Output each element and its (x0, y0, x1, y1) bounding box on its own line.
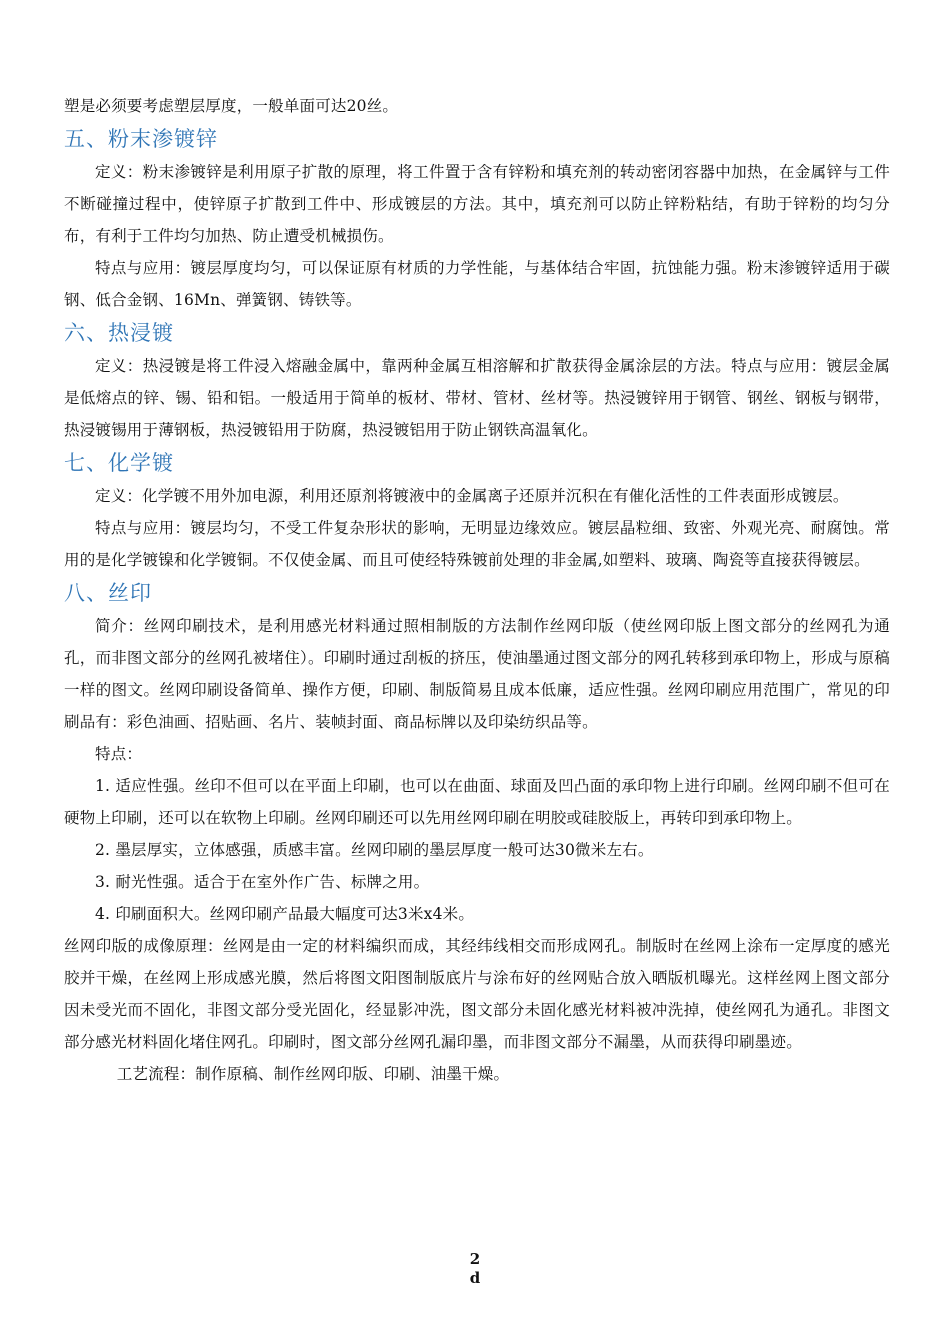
paragraph-process-flow: 工艺流程：制作原稿、制作丝网印版、印刷、油墨干燥。 (116, 1065, 510, 1083)
section-heading-chemical-plating: 七、化学镀 (64, 451, 174, 475)
list-item: 2. 墨层厚实，立体感强，质感丰富。丝网印刷的墨层厚度一般可达30微米左右。 (95, 841, 654, 859)
paragraph-screen-features-label: 特点： (95, 745, 143, 763)
page-footer (0, 1250, 950, 1288)
section-heading-hot-dip: 六、热浸镀 (64, 321, 174, 345)
list-item: 1. 适应性强。丝印不但可以在平面上印刷，也可以在曲面、球面及凹凸面的承印物上进行印刷。丝网印刷不但可在硬物上印刷，还可以在软物上印刷。丝网印刷还可以先用丝网印刷在明胶或硅胶版上，再转印到承印物上。 (64, 777, 890, 827)
paragraph-screen-intro: 简介：丝网印刷技术，是利用感光材料通过照相制版的方法制作丝网印版（使丝网印版上图文部分的丝网孔为通孔，而非图文部分的丝网孔被堵住）。印刷时通过刮板的挤压，使油墨通过图文部分的网孔转移到承印物上，形成与原稿一样的图文。丝网印刷设备简单、操作方便，印刷、制版简易且成本低廉，适应性强。丝网印刷应用范围广，常见的印刷品有：彩色油画、招贴画、名片、装帧封面、商品标牌以及印染纺织品等。 (64, 617, 890, 731)
section-heading-screen-printing: 八、丝印 (64, 581, 152, 605)
document-body (64, 90, 890, 1090)
paragraph-imaging-principle: 丝网印版的成像原理：丝网是由一定的材料编织而成，其经纬线相交而形成网孔。制版时在丝网上涂布一定厚度的感光胶并干燥，在丝网上形成感光膜，然后将图文阳图制版底片与涂布好的丝网贴合放入晒版机曝光。这样丝网上图文部分因未受光而不固化，非图文部分受光固化，经显影冲洗，图文部分未固化感光材料被冲洗掉，使丝网孔为通孔。非图文部分感光材料固化堵住网孔。印刷时，图文部分丝网孔漏印墨，而非图文部分不漏墨，从而获得印刷墨迹。 (64, 937, 890, 1051)
section-heading-powder-zinc: 五、粉末渗镀锌 (64, 127, 218, 151)
list-item: 4. 印刷面积大。丝网印刷产品最大幅度可达3米x4米。 (95, 905, 475, 923)
paragraph-powder-zinc-definition: 定义：粉末渗镀锌是利用原子扩散的原理，将工件置于含有锌粉和填充剂的转动密闭容器中加热，在金属锌与工件不断碰撞过程中，使锌原子扩散到工件中、形成镀层的方法。其中，填充剂可以防止锌粉粘结，有助于锌粉的均匀分布，有利于工件均匀加热、防止遭受机械损伤。 (64, 163, 890, 245)
list-item: 3. 耐光性强。适合于在室外作广告、标牌之用。 (95, 873, 430, 891)
page-number: 2 (469, 1250, 481, 1268)
paragraph-chemical-definition: 定义：化学镀不用外加电源，利用还原剂将镀液中的金属离子还原并沉积在有催化活性的工件表面形成镀层。 (95, 487, 849, 505)
footer-mark: d (469, 1269, 481, 1287)
intro-line: 塑是必须要考虑塑层厚度，一般单面可达20丝。 (64, 97, 399, 115)
paragraph-chemical-features: 特点与应用：镀层均匀，不受工件复杂形状的影响，无明显边缘效应。镀层晶粒细、致密、外观光亮、耐腐蚀。常用的是化学镀镍和化学镀铜。不仅使金属、而且可使经特殊镀前处理的非金属,如塑料、玻璃、陶瓷等直接获得镀层。 (64, 519, 890, 569)
paragraph-hot-dip-definition: 定义：热浸镀是将工件浸入熔融金属中，靠两种金属互相溶解和扩散获得金属涂层的方法。特点与应用：镀层金属是低熔点的锌、锡、铅和铝。一般适用于简单的板材、带材、管材、丝材等。热浸镀锌用于钢管、钢丝、钢板与钢带，热浸镀锡用于薄钢板，热浸镀铅用于防腐，热浸镀铝用于防止钢铁高温氧化。 (64, 357, 890, 439)
paragraph-powder-zinc-features: 特点与应用：镀层厚度均匀，可以保证原有材质的力学性能，与基体结合牢固，抗蚀能力强。粉末渗镀锌适用于碳钢、低合金钢、16Mn、弹簧钢、铸铁等。 (64, 259, 890, 309)
